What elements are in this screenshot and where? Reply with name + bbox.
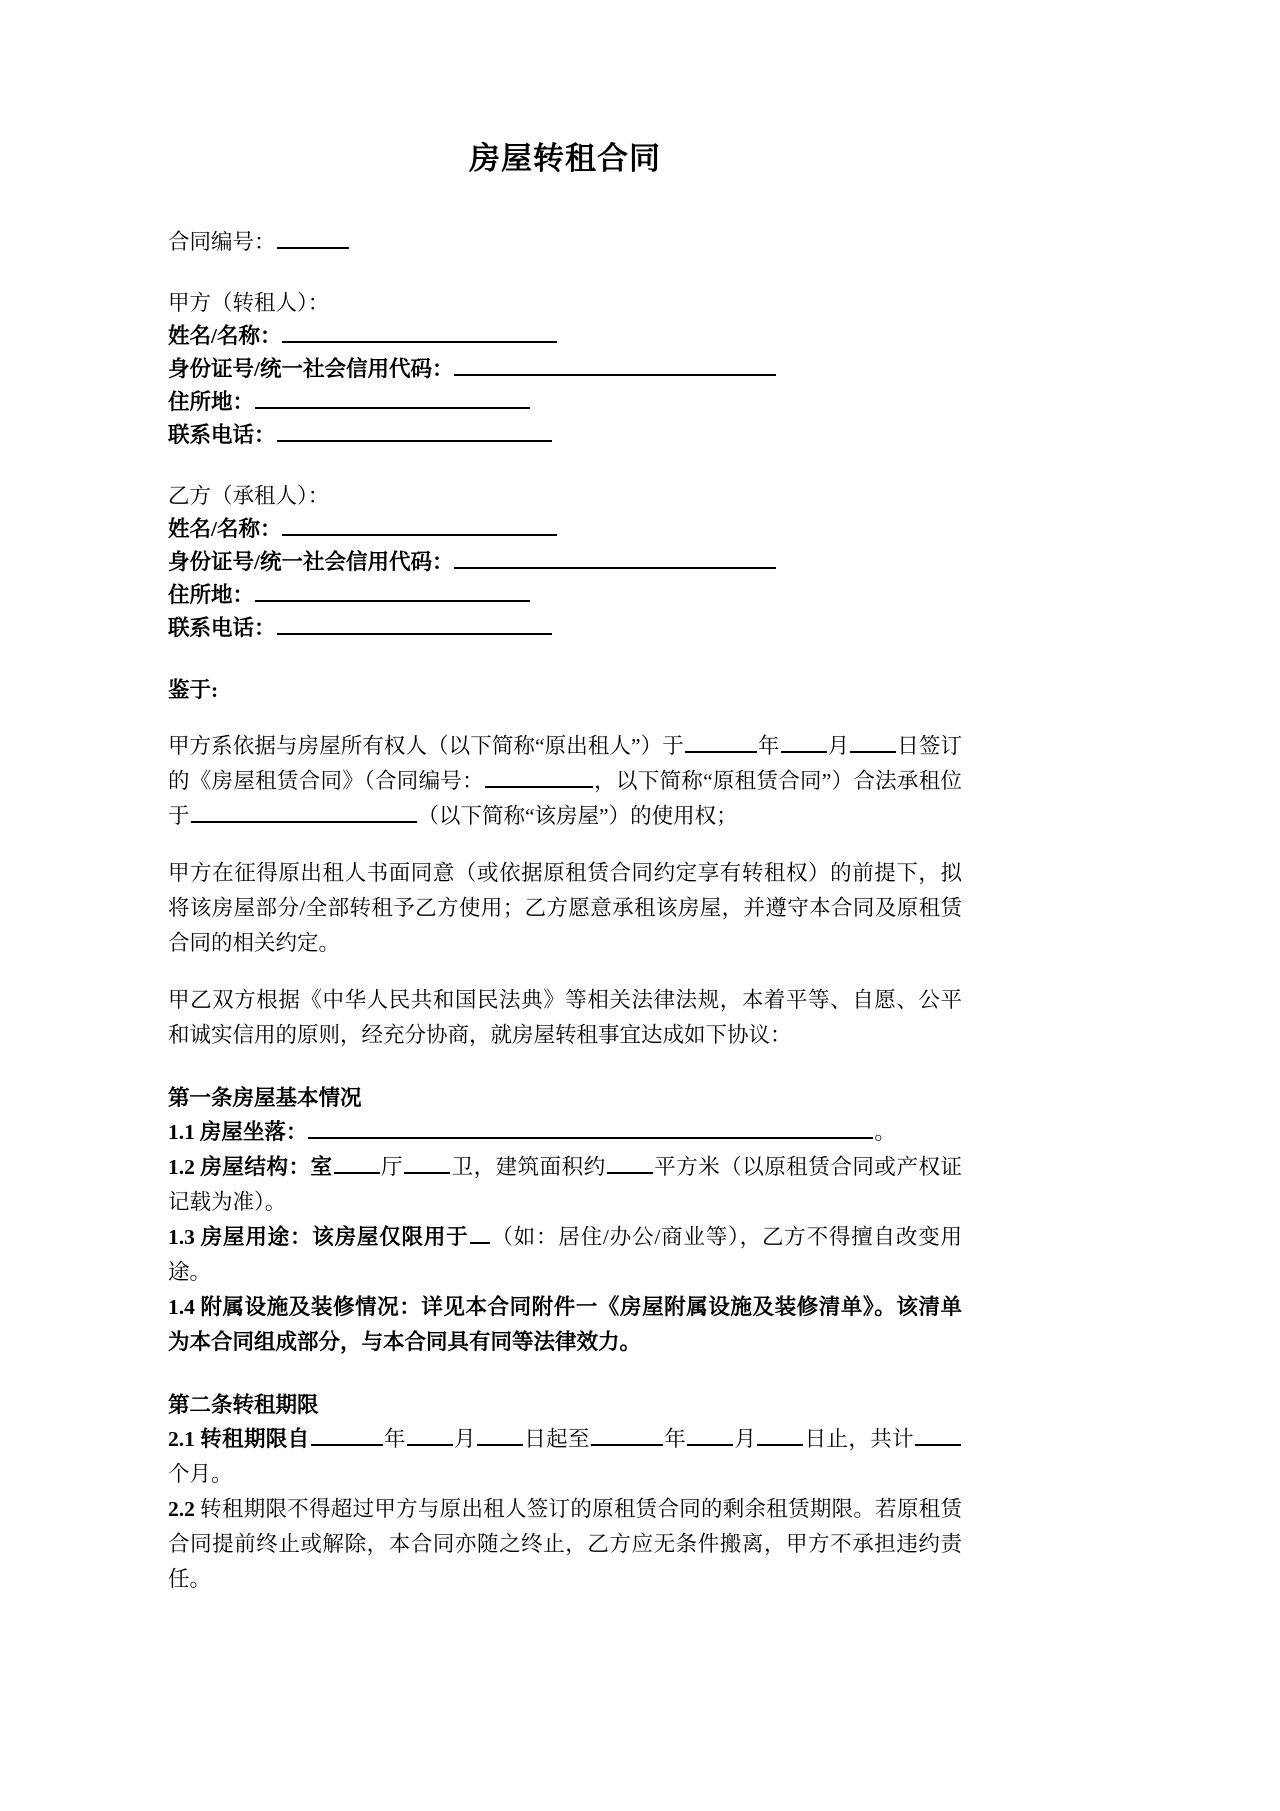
whereas-p1-year: 年	[757, 733, 780, 758]
halls-blank[interactable]	[404, 1153, 450, 1174]
clause-1-2-number: 1.2	[168, 1154, 195, 1179]
party-b-name-blank[interactable]	[282, 515, 557, 536]
spacer	[168, 834, 962, 856]
party-b-name-row	[168, 513, 962, 546]
whereas-orig-contract-no-blank[interactable]	[485, 767, 593, 788]
spacer	[168, 452, 962, 480]
whereas-paragraph-3: 甲乙双方根据《中华人民共和国民法典》等相关法律法规，本着平等、自愿、公平和诚实信用的原则，经充分协商，就房屋转租事宜达成如下协议：	[168, 987, 962, 1047]
clause-1-2-seg3: 卫，建筑面积约	[451, 1154, 606, 1179]
contract-number-row	[168, 226, 962, 259]
party-b-phone-label: 联系电话：	[168, 615, 276, 640]
party-a-name-blank[interactable]	[282, 322, 557, 343]
party-a-phone-blank[interactable]	[277, 421, 552, 442]
clause-2-1	[168, 1422, 962, 1492]
party-b-name-label: 姓名/名称：	[168, 516, 282, 541]
party-b-phone-blank[interactable]	[277, 614, 552, 635]
document-body	[168, 0, 962, 1597]
end-year-blank[interactable]	[591, 1425, 663, 1446]
spacer	[168, 180, 962, 226]
start-day-blank[interactable]	[477, 1425, 523, 1446]
clause-1-3	[168, 1220, 962, 1290]
clause-2-1-year1: 年	[383, 1426, 406, 1451]
clause-2-2-number: 2.2	[168, 1496, 195, 1521]
party-b-phone-row	[168, 612, 962, 645]
party-b-id-row	[168, 546, 962, 579]
clause-2-1-number: 2.1	[168, 1426, 195, 1451]
party-b-id-blank[interactable]	[454, 548, 776, 569]
party-a-phone-label: 联系电话：	[168, 422, 276, 447]
spacer	[168, 707, 962, 729]
party-a-address-label: 住所地：	[168, 389, 255, 414]
party-a-id-row	[168, 353, 962, 386]
whereas-p1-month: 月	[827, 733, 850, 758]
clause-1-4-text: 附属设施及装修情况：详见本合同附件一《房屋附属设施及装修清单》。该清单为本合同组成部分，与本合同具有同等法律效力。	[168, 1294, 962, 1354]
start-year-blank[interactable]	[311, 1425, 383, 1446]
clause-1-2-seg1: 房屋结构：室	[199, 1154, 333, 1179]
clause-2-2-text: 转租期限不得超过甲方与原出租人签订的原租赁合同的剩余租赁期限。若原租赁合同提前终止或解除，本合同亦随之终止，乙方应无条件搬离，甲方不承担违约责任。	[168, 1496, 962, 1591]
whereas-heading: 鉴于:	[168, 677, 219, 702]
party-a-address-row	[168, 386, 962, 419]
rooms-blank[interactable]	[334, 1153, 380, 1174]
property-location-blank[interactable]	[308, 1118, 873, 1139]
party-a-address-blank[interactable]	[255, 388, 530, 409]
party-a-name-label: 姓名/名称：	[168, 323, 282, 348]
clause-1-2-seg2: 厅	[380, 1154, 404, 1179]
clause-2-1-month1: 月	[453, 1426, 476, 1451]
page-title: 房屋转租合同	[469, 141, 661, 176]
clause-2-1-seg2: 个月。	[168, 1461, 233, 1486]
whereas-month-blank[interactable]	[781, 732, 827, 753]
party-a-id-blank[interactable]	[454, 355, 776, 376]
party-b-id-label: 身份证号/统一社会信用代码：	[168, 549, 454, 574]
party-a-name-row	[168, 320, 962, 353]
clause-1-1-tail: 。	[874, 1119, 896, 1144]
party-a-phone-row	[168, 419, 962, 452]
clause-2-1-year2: 年	[663, 1426, 687, 1451]
whereas-year-blank[interactable]	[685, 732, 757, 753]
party-a-heading: 甲方（转租人）：	[168, 290, 330, 315]
clause-1-2-seg4: 平方米（以原租赁合同或产权证记载为准）。	[168, 1154, 962, 1214]
whereas-day-blank[interactable]	[850, 732, 896, 753]
total-months-blank[interactable]	[915, 1425, 961, 1446]
party-b-address-row	[168, 579, 962, 612]
clause-1-4	[168, 1290, 962, 1360]
clause-2-1-month2: 月	[734, 1426, 757, 1451]
party-b-heading: 乙方（承租人）：	[168, 483, 330, 508]
clause-1-3-number: 1.3	[168, 1224, 195, 1249]
article-2-heading: 第二条转租期限	[168, 1392, 319, 1417]
party-a-id-label: 身份证号/统一社会信用代码：	[168, 356, 454, 381]
whereas-p1-seg2: ，以下简称“原租赁合同”）合法承租位于	[168, 768, 962, 828]
clause-1-3-seg2: （如：居住/办公/商业等），乙方不得擅自改变用途。	[168, 1224, 962, 1284]
whereas-p1-day: 日签订的《房屋租赁合同》（合同编号：	[168, 733, 962, 793]
clause-1-1-number: 1.1	[168, 1119, 195, 1144]
whereas-paragraph-2: 甲方在征得原出租人书面同意（或依据原租赁合同约定享有转租权）的前提下，拟将该房屋部分/全部转租予乙方使用；乙方愿意承租该房屋，并遵守本合同及原租赁合同的相关约定。	[168, 860, 962, 955]
whereas-p1-seg1: 甲方系依据与房屋所有权人（以下简称“原出租人”）于	[168, 733, 684, 758]
spacer	[168, 961, 962, 983]
clause-2-1-day1: 日起至	[523, 1426, 590, 1451]
clause-2-1-day2: 日止，共计	[804, 1426, 914, 1451]
area-blank[interactable]	[607, 1153, 653, 1174]
whereas-p1-seg3: （以下简称“该房屋”）的使用权；	[417, 803, 738, 828]
party-b-address-label: 住所地：	[168, 582, 255, 607]
spacer	[168, 1360, 962, 1388]
clause-1-1-label: 房屋坐落：	[199, 1119, 308, 1144]
end-day-blank[interactable]	[757, 1425, 803, 1446]
clause-2-1-seg1: 转租期限自	[199, 1426, 310, 1451]
end-month-blank[interactable]	[687, 1425, 733, 1446]
article-1-heading: 第一条房屋基本情况	[168, 1085, 362, 1110]
contract-number-blank[interactable]	[277, 228, 349, 249]
whereas-location-blank[interactable]	[191, 802, 417, 823]
clause-1-4-number: 1.4	[168, 1294, 195, 1319]
whereas-paragraph-1	[168, 729, 962, 834]
spacer	[168, 645, 962, 673]
clause-1-2	[168, 1150, 962, 1220]
usage-blank[interactable]	[470, 1223, 490, 1244]
contract-number-label: 合同编号：	[168, 229, 276, 254]
clause-1-3-seg1: 房屋用途：该房屋仅限用于	[199, 1224, 469, 1249]
clause-1-1	[168, 1115, 962, 1150]
spacer	[168, 259, 962, 287]
clause-2-2	[168, 1492, 962, 1597]
start-month-blank[interactable]	[407, 1425, 453, 1446]
spacer	[168, 1053, 962, 1081]
party-b-address-blank[interactable]	[255, 581, 530, 602]
